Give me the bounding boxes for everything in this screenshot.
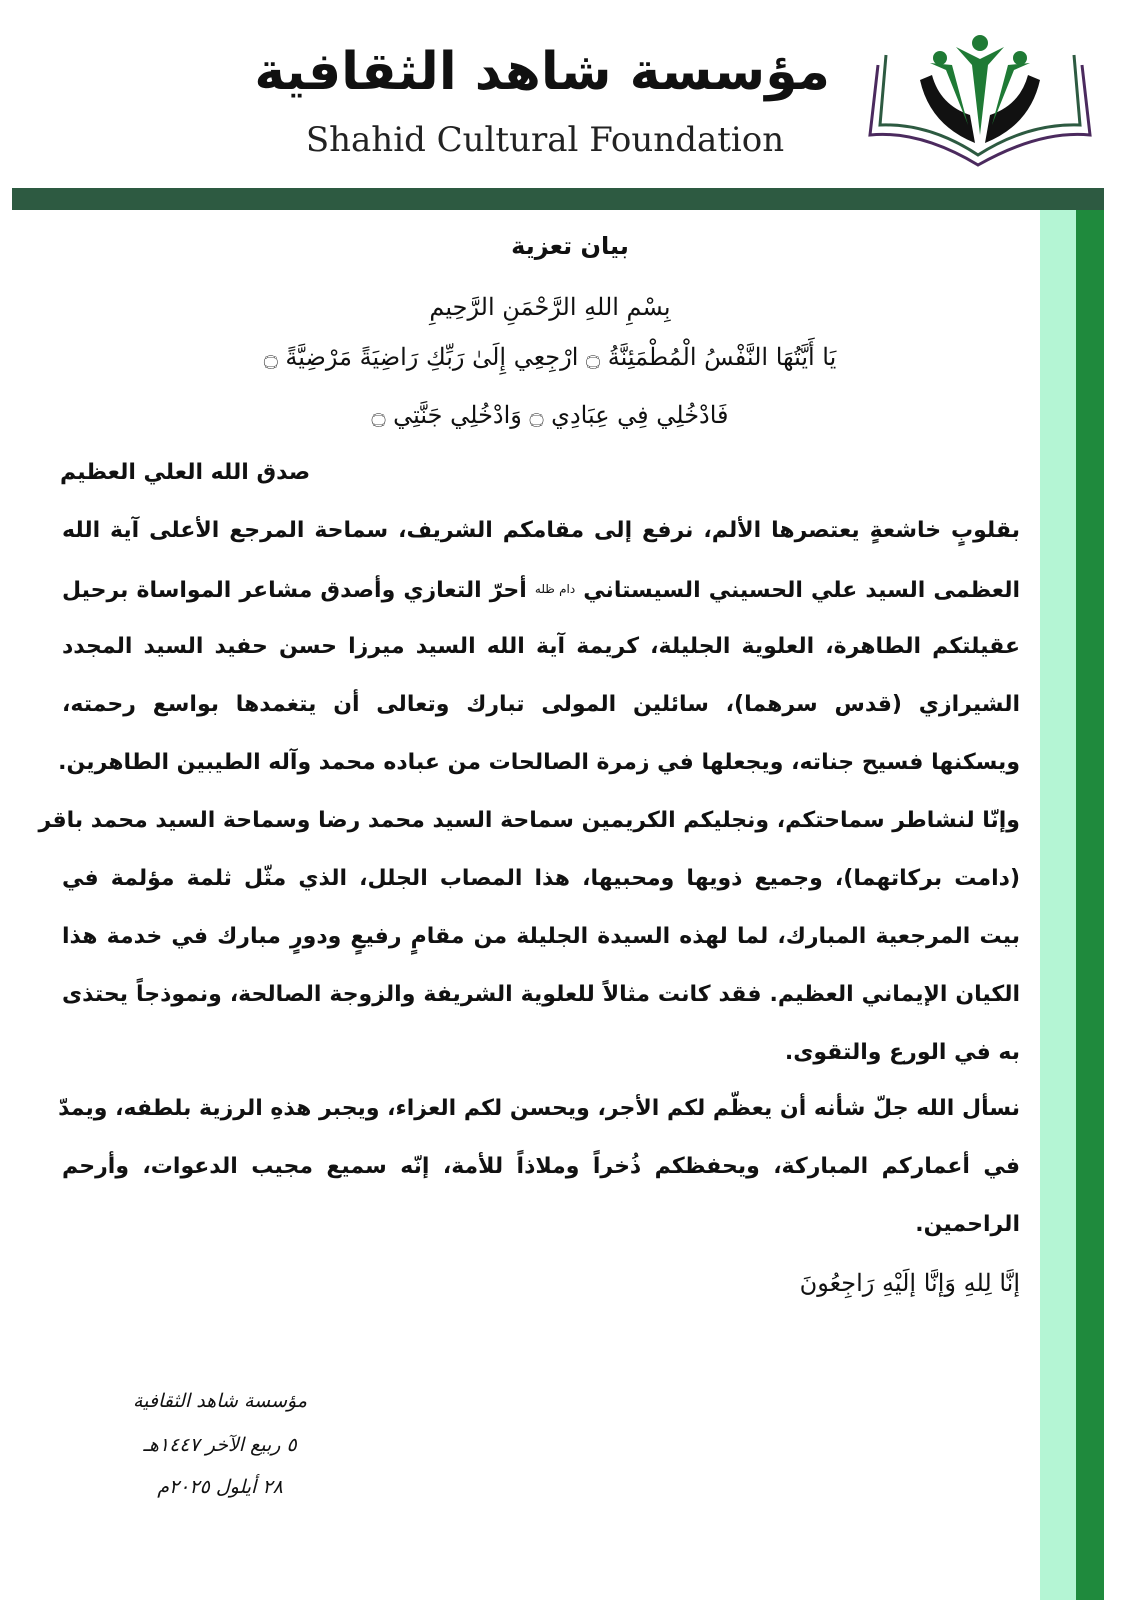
body-line: الكيان الإيماني العظيم. فقد كانت مثالاً للعلوية الشريفة والزوجة الصالحة، ونموذجاً يحتذى — [62, 982, 1020, 1007]
hijri-date: ٥ ربيع الآخر ١٤٤٧هـ — [143, 1434, 297, 1456]
side-stripe-light — [1040, 210, 1076, 1600]
body-line: الشيرازي (قدس سرهما)، سائلين المولى تبارك وتعالى أن يتغمدها بواسع رحمته، — [62, 692, 1020, 717]
honorific: دام ظله — [534, 582, 576, 596]
body-line: عقيلتكم الطاهرة، العلوية الجليلة، كريمة آية الله السيد ميرزا حسن حفيد السيد المجدد — [62, 634, 1020, 659]
body-line: بقلوبٍ خاشعةٍ يعتصرها الألم، نرفع إلى مقامكم الشريف، سماحة المرجع الأعلى آية الله — [62, 518, 1020, 543]
body-line: الراحمين. — [915, 1212, 1020, 1237]
body-line-part: العظمى السيد علي الحسيني السيستاني — [583, 578, 1020, 603]
body-line: (دامت بركاتهما)، وجميع ذويها ومحبيها، هذا المصاب الجلل، الذي مثّل ثلمة مؤلمة في — [62, 866, 1020, 891]
header-divider-bar — [12, 188, 1104, 210]
closing-verse: إنَّا لِلهِ وَإنَّا إلَيْهِ رَاجِعُونَ — [799, 1269, 1020, 1297]
gregorian-date: ٢٨ أيلول ٢٠٢٥م — [157, 1476, 283, 1498]
sadaq-text: صدق الله العلي العظيم — [60, 460, 311, 485]
body-line: ويسكنها فسيح جناته، ويجعلها في زمرة الصالحات من عباده محمد وآله الطيبين الطاهرين. — [58, 750, 1020, 775]
body-line: في أعماركم المباركة، ويحفظكم ذُخراً وملاذاً للأمة، إنّه سميع مجيب الدعوات، وأرحم — [62, 1154, 1020, 1179]
body-line: بيت المرجعية المبارك، لما لهذه السيدة الجليلة من مقامٍ رفيعٍ ودورٍ مبارك في خدمة هذا — [62, 924, 1020, 949]
org-name-english: Shahid Cultural Foundation — [305, 120, 785, 160]
body-line — [62, 574, 1020, 606]
body-line: نسأل الله جلّ شأنه أن يعظّم لكم الأجر، ويحسن لكم العزاء، ويجبر هذهِ الرزية بلطفه، ويمدّ — [58, 1096, 1020, 1121]
body-line: وإنّا لنشاطر سماحتكم، ونجليكم الكريمين سماحة السيد محمد رضا وسماحة السيد محمد باقر — [38, 808, 1020, 833]
org-name-arabic: مؤسسة شاهد الثقافية — [254, 42, 830, 102]
body-line-part: أحرّ التعازي وأصدق مشاعر المواساة برحيل — [62, 578, 527, 603]
foundation-logo-icon — [860, 25, 1100, 185]
body-line: به في الورع والتقوى. — [784, 1040, 1020, 1065]
quran-verse-line-2: فَادْخُلِي فِي عِبَادِي ۝ وَادْخُلِي جَنَّتِي ۝ — [371, 401, 729, 429]
signature-org: مؤسسة شاهد الثقافية — [132, 1390, 308, 1412]
quran-verse-line-1: يَا أَيَّتُهَا النَّفْسُ الْمُطْمَئِنَّةُ ۝ ارْجِعِي إِلَىٰ رَبِّكِ رَاضِيَةً مَرْضِيَّةً ۝ — [263, 343, 837, 371]
basmala: بِسْمِ اللهِ الرَّحْمَنِ الرَّحِيمِ — [429, 293, 671, 321]
side-stripe-dark — [1076, 210, 1104, 1600]
document-title: بيان تعزية — [511, 232, 629, 260]
